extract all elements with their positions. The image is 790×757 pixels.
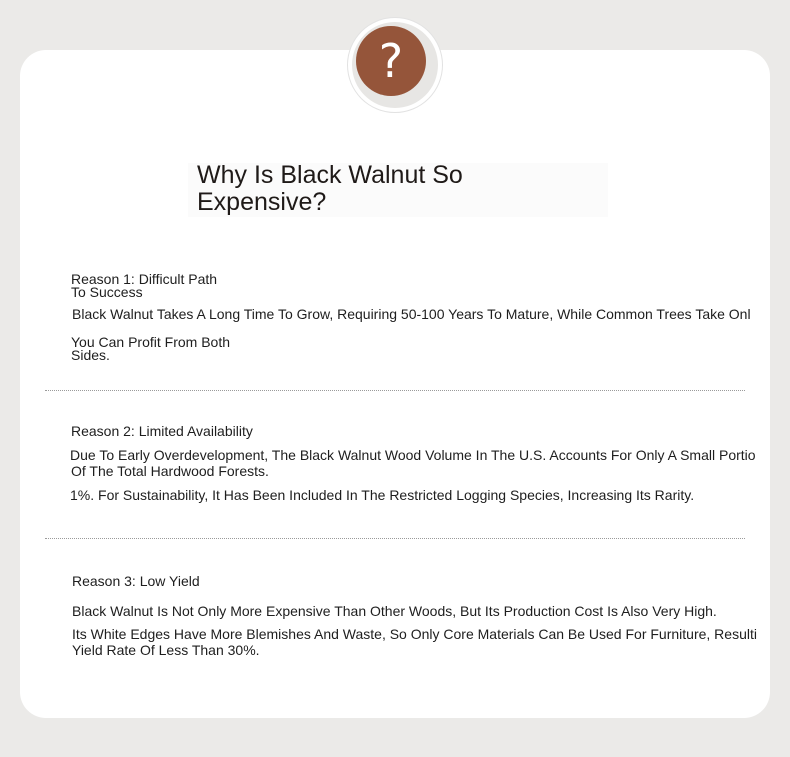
badge-ring	[348, 18, 442, 112]
reason-1-body-line-2: You Can Profit From Both	[71, 334, 231, 350]
reason-2-body-line-2: Of The Total Hardwood Forests.	[71, 463, 269, 479]
page-title-line-2: Expensive?	[197, 188, 327, 216]
reason-3-body-line-3: Yield Rate Of Less Than 30%.	[72, 642, 260, 658]
reason-1-body-line-3: Sides.	[71, 347, 110, 363]
page-title-line-1: Why Is Black Walnut So	[197, 161, 463, 189]
divider-1	[45, 390, 745, 391]
page-title	[197, 162, 607, 216]
reason-1-heading-line-2: To Success	[71, 284, 143, 300]
question-mark-icon: ?	[356, 26, 426, 96]
reason-3-body-line-1: Black Walnut Is Not Only More Expensive Than Other Woods, But Its Production Cost Is Also Very High.	[72, 603, 717, 619]
reason-2-body-line-1: Due To Early Overdevelopment, The Black Walnut Wood Volume In The U.S. Accounts For Only A Small Portio	[70, 447, 756, 463]
reason-2-body-line-3: 1%. For Sustainability, It Has Been Included In The Restricted Logging Species, Increasing Its Rarity.	[70, 487, 695, 503]
reason-3-body-line-2: Its White Edges Have More Blemishes And Waste, So Only Core Materials Can Be Used For Furniture, Resulti	[72, 626, 757, 642]
reason-1-body-line-1: Black Walnut Takes A Long Time To Grow, Requiring 50-100 Years To Mature, While Common Trees Take Onl	[72, 306, 751, 322]
divider-2	[45, 538, 745, 539]
reason-1-heading-line-1: Reason 1: Difficult Path	[71, 271, 218, 287]
reason-2-heading: Reason 2: Limited Availability	[71, 423, 253, 439]
reason-3-heading: Reason 3: Low Yield	[72, 573, 200, 589]
